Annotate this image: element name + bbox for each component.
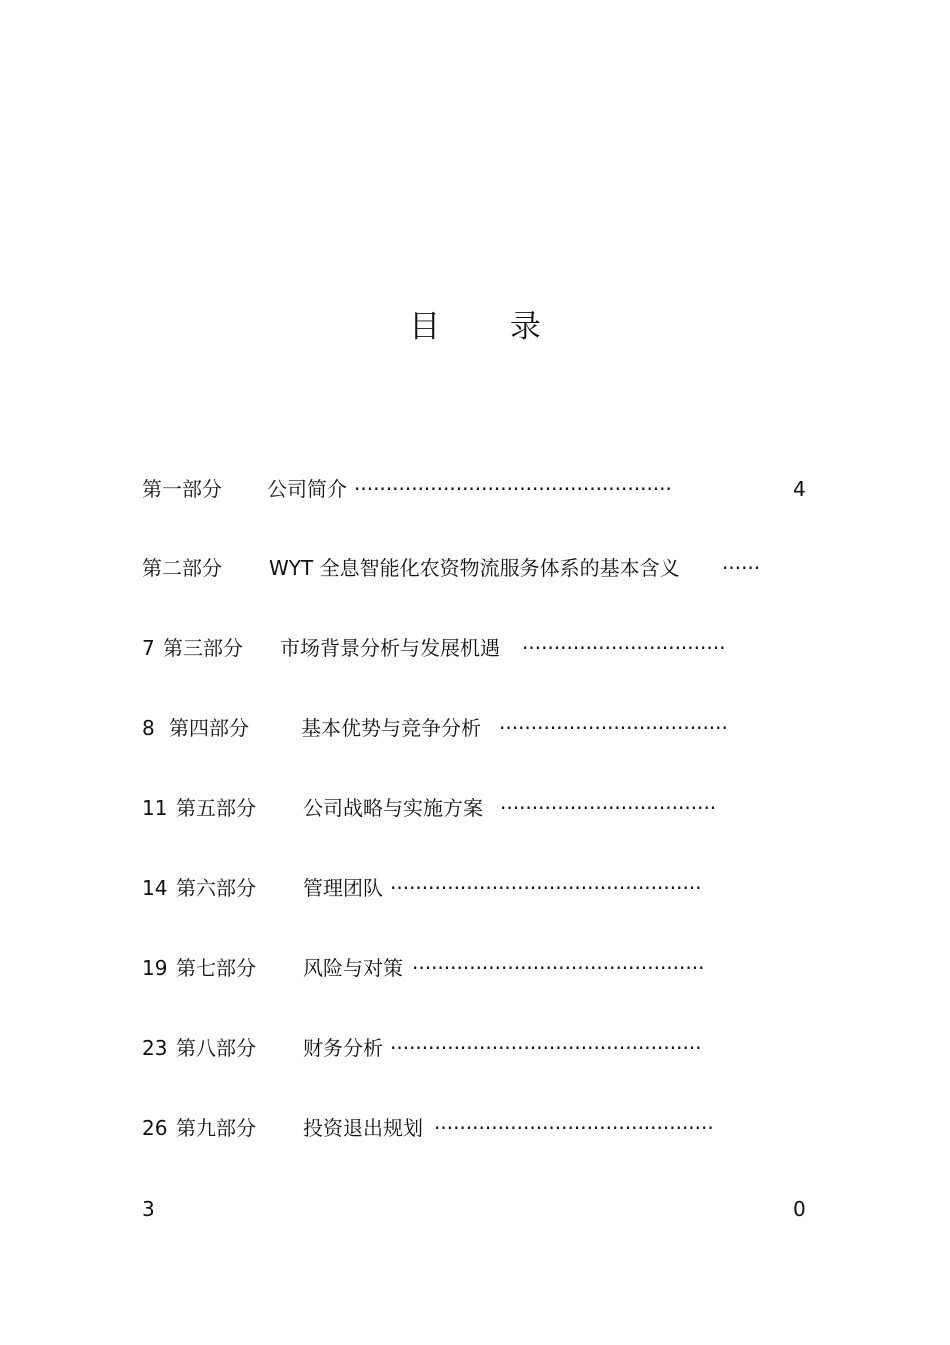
toc-entry-title: 投资退出规划	[303, 1116, 423, 1140]
toc-entry-title: 公司战略与实施方案	[303, 796, 483, 820]
toc-entry-title: 市场背景分析与发展机遇	[280, 636, 500, 660]
toc-leader-dots: ··············································	[412, 956, 705, 980]
toc-part-label: 第四部分	[169, 716, 249, 740]
page-title: 目 录	[409, 309, 571, 345]
toc-lead-number: 3	[142, 1197, 155, 1221]
toc-line	[142, 553, 822, 583]
toc-leader-dots: ·················································	[390, 876, 702, 900]
toc-line	[142, 1194, 822, 1224]
toc-leader-dots: ······	[722, 556, 761, 580]
toc-leader-dots: ··················································	[354, 477, 672, 501]
toc-part-label: 第二部分	[142, 556, 222, 580]
toc-lead-number: 19	[142, 956, 168, 980]
toc-part-label: 第七部分	[176, 956, 256, 980]
toc-page-number: 4	[793, 477, 806, 501]
toc-line	[142, 873, 822, 903]
toc-part-label: 第六部分	[176, 876, 256, 900]
toc-line	[142, 1113, 822, 1143]
toc-lead-number: 26	[142, 1116, 168, 1140]
toc-lead-number: 8	[142, 716, 155, 740]
toc-line	[142, 713, 822, 743]
toc-leader-dots: ············································	[434, 1116, 714, 1140]
toc-entry-title: WYT 全息智能化农资物流服务体系的基本含义	[269, 556, 680, 580]
toc-entry-title: 公司简介	[267, 477, 347, 501]
toc-lead-number: 14	[142, 876, 168, 900]
toc-line	[142, 633, 822, 663]
toc-part-label: 第三部分	[163, 636, 243, 660]
toc-leader-dots: ····································	[499, 716, 728, 740]
toc-part-label: 第九部分	[176, 1116, 256, 1140]
toc-line	[142, 474, 822, 504]
toc-page-number: 0	[793, 1197, 806, 1221]
toc-line	[142, 793, 822, 823]
toc-leader-dots: ··································	[500, 796, 717, 820]
toc-line	[142, 953, 822, 983]
toc-entry-title: 基本优势与竞争分析	[301, 716, 481, 740]
toc-lead-number: 23	[142, 1036, 168, 1060]
toc-lead-number: 11	[142, 796, 168, 820]
toc-entry-title: 管理团队	[303, 876, 383, 900]
toc-entry-title: 风险与对策	[303, 956, 403, 980]
toc-part-label: 第一部分	[142, 477, 222, 501]
toc-part-label: 第八部分	[176, 1036, 256, 1060]
toc-leader-dots: ································	[522, 636, 726, 660]
toc-entry-title: 财务分析	[303, 1036, 383, 1060]
toc-line	[142, 1033, 822, 1063]
toc-lead-number: 7	[142, 636, 155, 660]
toc-leader-dots: ·················································	[390, 1036, 702, 1060]
toc-part-label: 第五部分	[176, 796, 256, 820]
